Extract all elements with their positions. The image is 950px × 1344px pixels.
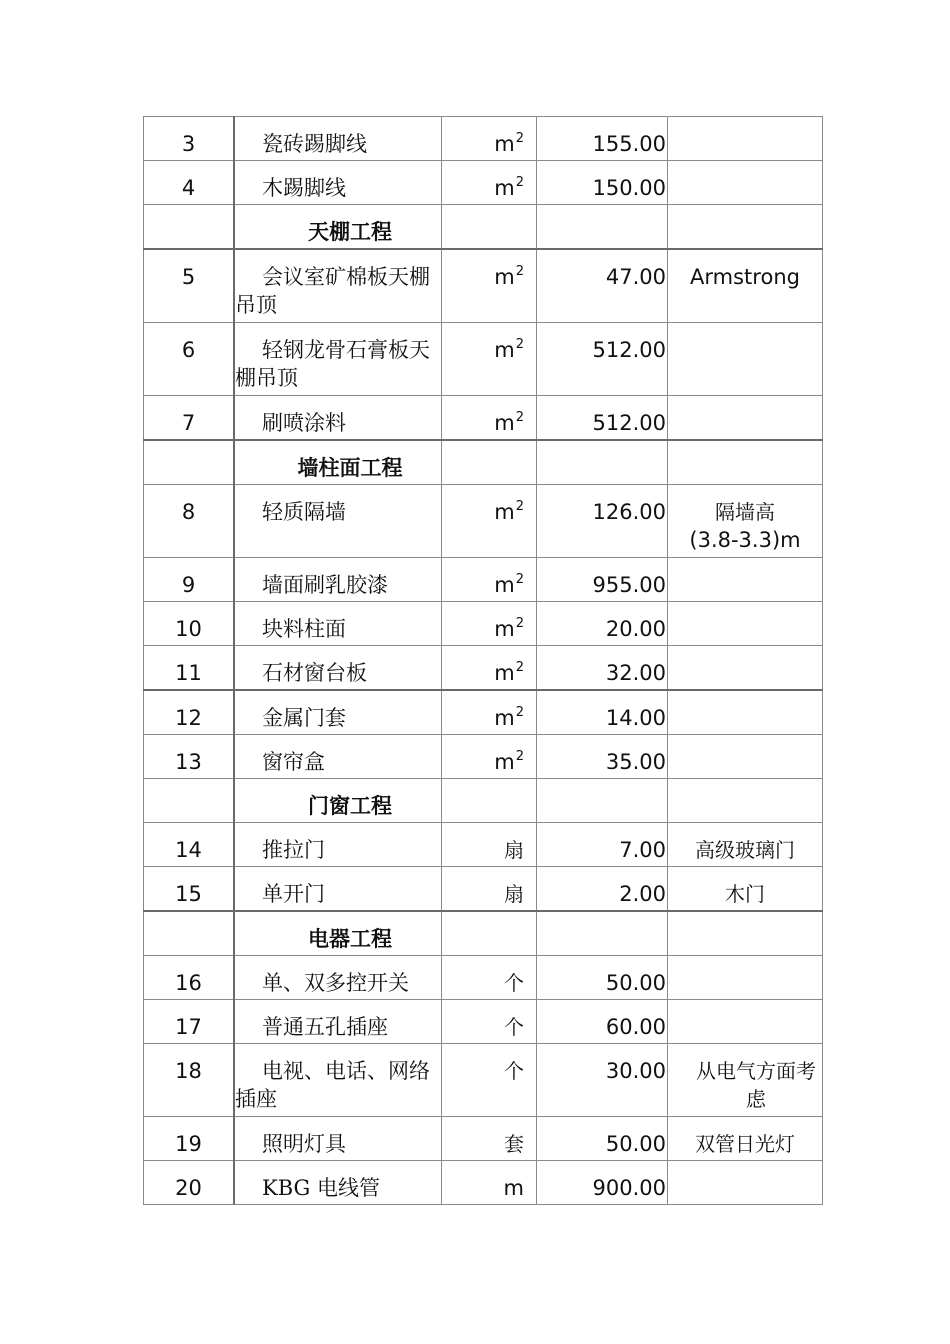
item-number: 18 bbox=[144, 1044, 235, 1117]
item-note bbox=[668, 117, 823, 161]
item-name: 石材窗台板 bbox=[234, 646, 442, 691]
item-name: 电视、电话、网络插座 bbox=[234, 1044, 442, 1117]
table-row bbox=[144, 249, 823, 323]
item-name: 普通五孔插座 bbox=[234, 1000, 442, 1044]
section-row bbox=[144, 779, 823, 823]
item-name: 会议室矿棉板天棚吊顶 bbox=[234, 249, 442, 323]
item-quantity: 512.00 bbox=[537, 396, 668, 441]
item-number: 15 bbox=[144, 867, 235, 912]
table-row bbox=[144, 602, 823, 646]
item-note bbox=[668, 735, 823, 779]
item-quantity: 900.00 bbox=[537, 1161, 668, 1205]
item-number: 6 bbox=[144, 323, 235, 396]
item-unit: $m^2$ bbox=[442, 646, 537, 691]
item-number: 8 bbox=[144, 485, 235, 558]
item-quantity: 155.00 bbox=[537, 117, 668, 161]
item-number: 13 bbox=[144, 735, 235, 779]
item-note bbox=[668, 396, 823, 441]
item-unit: $m^2$ bbox=[442, 558, 537, 602]
item-quantity: 7.00 bbox=[537, 823, 668, 867]
item-quantity: 126.00 bbox=[537, 485, 668, 558]
section-title: 天棚工程 bbox=[234, 205, 442, 250]
table-row bbox=[144, 117, 823, 161]
item-number: 3 bbox=[144, 117, 235, 161]
item-unit: $m^2$ bbox=[442, 735, 537, 779]
item-number: 4 bbox=[144, 161, 235, 205]
table-row bbox=[144, 735, 823, 779]
item-name: 墙面刷乳胶漆 bbox=[234, 558, 442, 602]
item-unit: 个 bbox=[442, 1000, 537, 1044]
item-unit: 扇 bbox=[442, 867, 537, 912]
table-row bbox=[144, 1044, 823, 1117]
item-name: 瓷砖踢脚线 bbox=[234, 117, 442, 161]
item-name: 窗帘盒 bbox=[234, 735, 442, 779]
item-unit: $m^2$ bbox=[442, 323, 537, 396]
item-number: 17 bbox=[144, 1000, 235, 1044]
table-row bbox=[144, 823, 823, 867]
item-unit: $m^2$ bbox=[442, 602, 537, 646]
item-quantity: 50.00 bbox=[537, 1117, 668, 1161]
item-name: 金属门套 bbox=[234, 690, 442, 735]
item-note: 高级玻璃门 bbox=[668, 823, 823, 867]
item-quantity: 2.00 bbox=[537, 867, 668, 912]
section-row bbox=[144, 205, 823, 250]
item-number: 16 bbox=[144, 956, 235, 1000]
item-note: 双管日光灯 bbox=[668, 1117, 823, 1161]
item-quantity: 14.00 bbox=[537, 690, 668, 735]
section-title: 门窗工程 bbox=[234, 779, 442, 823]
item-number: 11 bbox=[144, 646, 235, 691]
item-unit: $m^2$ bbox=[442, 161, 537, 205]
item-unit: m bbox=[442, 1161, 537, 1205]
item-note bbox=[668, 956, 823, 1000]
item-name: 轻质隔墙 bbox=[234, 485, 442, 558]
bill-of-quantities-table bbox=[143, 116, 823, 1205]
item-quantity: 20.00 bbox=[537, 602, 668, 646]
item-quantity: 35.00 bbox=[537, 735, 668, 779]
table-row bbox=[144, 1000, 823, 1044]
item-quantity: 955.00 bbox=[537, 558, 668, 602]
table-row bbox=[144, 867, 823, 912]
item-unit: $m^2$ bbox=[442, 690, 537, 735]
table-row bbox=[144, 1117, 823, 1161]
table-row bbox=[144, 690, 823, 735]
table-row bbox=[144, 1161, 823, 1205]
item-unit: $m^2$ bbox=[442, 485, 537, 558]
item-note: 隔墙高 (3.8-3.3)m bbox=[668, 485, 823, 558]
item-number: 10 bbox=[144, 602, 235, 646]
item-number: 20 bbox=[144, 1161, 235, 1205]
item-note: 木门 bbox=[668, 867, 823, 912]
item-quantity: 512.00 bbox=[537, 323, 668, 396]
item-name: KBG 电线管 bbox=[234, 1161, 442, 1205]
item-number: 19 bbox=[144, 1117, 235, 1161]
table-row bbox=[144, 396, 823, 441]
item-quantity: 150.00 bbox=[537, 161, 668, 205]
table-row bbox=[144, 323, 823, 396]
item-note: 从电气方面考虑 bbox=[668, 1044, 823, 1117]
item-number: 5 bbox=[144, 249, 235, 323]
item-note: Armstrong bbox=[668, 249, 823, 323]
item-unit: 扇 bbox=[442, 823, 537, 867]
table-row bbox=[144, 956, 823, 1000]
item-note bbox=[668, 558, 823, 602]
item-name: 木踢脚线 bbox=[234, 161, 442, 205]
item-number: 12 bbox=[144, 690, 235, 735]
section-title: 墙柱面工程 bbox=[234, 440, 442, 485]
item-name: 轻钢龙骨石膏板天棚吊顶 bbox=[234, 323, 442, 396]
item-unit: $m^2$ bbox=[442, 117, 537, 161]
item-note bbox=[668, 690, 823, 735]
item-note bbox=[668, 1000, 823, 1044]
item-quantity: 30.00 bbox=[537, 1044, 668, 1117]
item-name: 单、双多控开关 bbox=[234, 956, 442, 1000]
item-quantity: 50.00 bbox=[537, 956, 668, 1000]
item-name: 推拉门 bbox=[234, 823, 442, 867]
item-note bbox=[668, 602, 823, 646]
item-note bbox=[668, 646, 823, 691]
item-name: 照明灯具 bbox=[234, 1117, 442, 1161]
item-note bbox=[668, 323, 823, 396]
table-row bbox=[144, 161, 823, 205]
item-unit: 套 bbox=[442, 1117, 537, 1161]
item-quantity: 32.00 bbox=[537, 646, 668, 691]
item-quantity: 60.00 bbox=[537, 1000, 668, 1044]
item-number: 14 bbox=[144, 823, 235, 867]
item-name: 块料柱面 bbox=[234, 602, 442, 646]
section-title: 电器工程 bbox=[234, 911, 442, 956]
section-row bbox=[144, 911, 823, 956]
item-unit: 个 bbox=[442, 1044, 537, 1117]
table-row bbox=[144, 558, 823, 602]
item-name: 单开门 bbox=[234, 867, 442, 912]
table-row bbox=[144, 646, 823, 691]
item-unit: $m^2$ bbox=[442, 396, 537, 441]
item-note bbox=[668, 1161, 823, 1205]
item-unit: $m^2$ bbox=[442, 249, 537, 323]
item-note bbox=[668, 161, 823, 205]
item-unit: 个 bbox=[442, 956, 537, 1000]
item-quantity: 47.00 bbox=[537, 249, 668, 323]
table-row bbox=[144, 485, 823, 558]
item-number: 9 bbox=[144, 558, 235, 602]
item-number: 7 bbox=[144, 396, 235, 441]
item-name: 刷喷涂料 bbox=[234, 396, 442, 441]
section-row bbox=[144, 440, 823, 485]
